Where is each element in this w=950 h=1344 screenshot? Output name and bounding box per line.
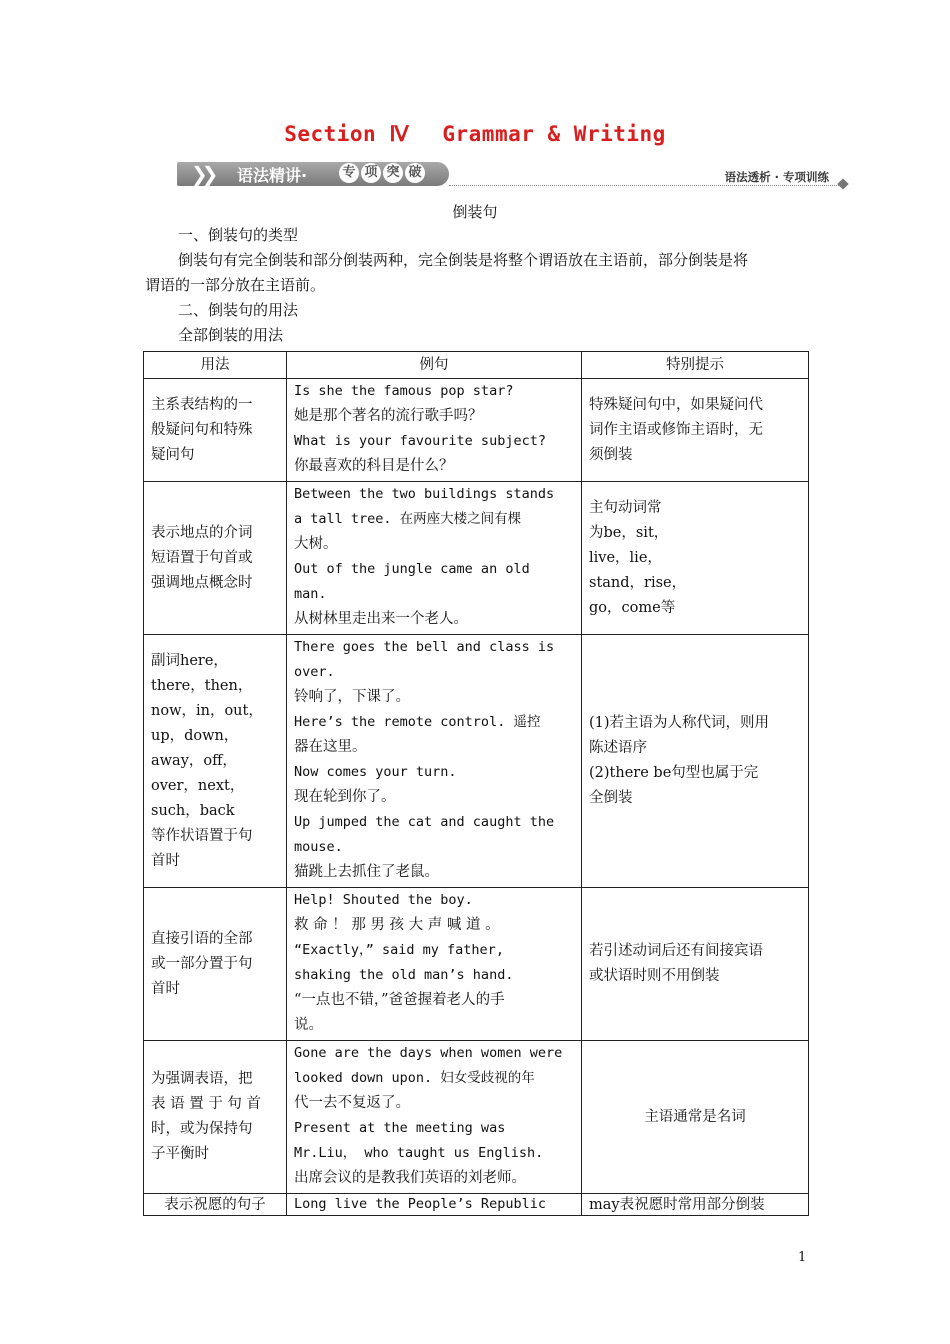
page-number: 1: [798, 1250, 807, 1265]
header-tips: 特别提示: [582, 352, 809, 379]
inversion-table: [143, 351, 809, 1216]
table-row: [144, 1041, 809, 1194]
banner-main-text: 语法精讲·: [237, 166, 308, 185]
usage-cell: 直接引语的全部 或一部分置于句 首时: [144, 888, 287, 1041]
example-cell: Is she the famous pop star? 她是那个著名的流行歌手吗？ What is your favourite subject? 你最喜欢的科目是什么？: [287, 379, 582, 482]
usage-cell: 为强调表语，把 表 语 置 于 句 首 时，或为保持句 子平衡时: [144, 1041, 287, 1194]
paragraph-type-heading: 一、倒装句的类型: [178, 226, 299, 244]
example-cell: Between the two buildings stands a tall tree. 在两座大楼之间有棵 大树。 Out of the jungle came an old man. 从树林里走出来一个老人。: [287, 482, 582, 635]
usage-cell: 表示祝愿的句子: [144, 1194, 287, 1216]
section-banner: [177, 160, 847, 190]
tip-cell: 若引述动词后还有间接宾语 或状语时则不用倒装: [582, 888, 809, 1041]
banner-divider: [449, 185, 839, 186]
double-chevron-icon: ❯❯: [191, 162, 213, 186]
example-cell: Gone are the days when women were looked down upon. 妇女受歧视的年 代一去不复返了。 Present at the meeting was Mr.Liu， who taught us English. 出席会议的是教我们英语的刘老师。: [287, 1041, 582, 1194]
example-cell: There goes the bell and class is over. 铃响了，下课了。 Here’s the remote control. 遥控 器在这里。 Now comes your turn. 现在轮到你了。 Up jumped the cat and caught the mouse. 猫跳上去抓住了老鼠。: [287, 635, 582, 888]
header-examples: 例句: [287, 352, 582, 379]
tip-cell: 主语通常是名词: [582, 1041, 809, 1194]
tip-cell: 特殊疑问句中，如果疑问代 词作主语或修饰主语时，无 须倒装: [582, 379, 809, 482]
section-label: Section Ⅳ: [284, 122, 410, 146]
table-row: [144, 379, 809, 482]
header-usage: 用法: [144, 352, 287, 379]
usage-cell: 主系表结构的一 般疑问句和特殊 疑问句: [144, 379, 287, 482]
paragraph-usage-heading: 二、倒装句的用法: [178, 301, 299, 319]
usage-cell: 表示地点的介词 短语置于句首或 强调地点概念时: [144, 482, 287, 635]
paragraph-full-inversion: 全部倒装的用法: [178, 326, 284, 344]
topic-label: Grammar & Writing: [442, 122, 666, 146]
example-cell: Long live the People’s Republic: [287, 1194, 582, 1216]
tip-cell: (1)若主语为人称代词，则用 陈述语序 (2)there be句型也属于完 全倒装: [582, 635, 809, 888]
section-heading: 倒装句: [452, 203, 498, 221]
table-row: [144, 888, 809, 1041]
table-row: [144, 635, 809, 888]
usage-cell: 副词here， there，then， now，in，out， up，down， away，off， over，next， such，back 等作状语置于句 首时: [144, 635, 287, 888]
banner-right-text: 语法透析 · 专项训练: [724, 170, 829, 184]
paragraph-body-line1: 倒装句有完全倒装和部分倒装两种，完全倒装是将整个谓语放在主语前，部分倒装是将: [178, 251, 749, 269]
table-row: [144, 482, 809, 635]
diamond-icon: [837, 178, 848, 189]
example-cell: Help! Shouted the boy. 救 命 ！ 那 男 孩 大 声 喊 道 。 “Exactly，” said my father, shaking the old man’s hand. “一点也不错，”爸爸握着老人的手 说。: [287, 888, 582, 1041]
banner-circled-text: 专 项 突 破: [339, 162, 427, 183]
paragraph-body-line2: 谓语的一部分放在主语前。: [145, 276, 326, 294]
table-header-row: [144, 352, 809, 379]
tip-cell: 主句动词常 为be，sit， live，lie， stand，rise， go，come等: [582, 482, 809, 635]
tip-cell: may表祝愿时常用部分倒装: [582, 1194, 809, 1216]
page-title: [0, 122, 950, 146]
table-row: [144, 1194, 809, 1216]
